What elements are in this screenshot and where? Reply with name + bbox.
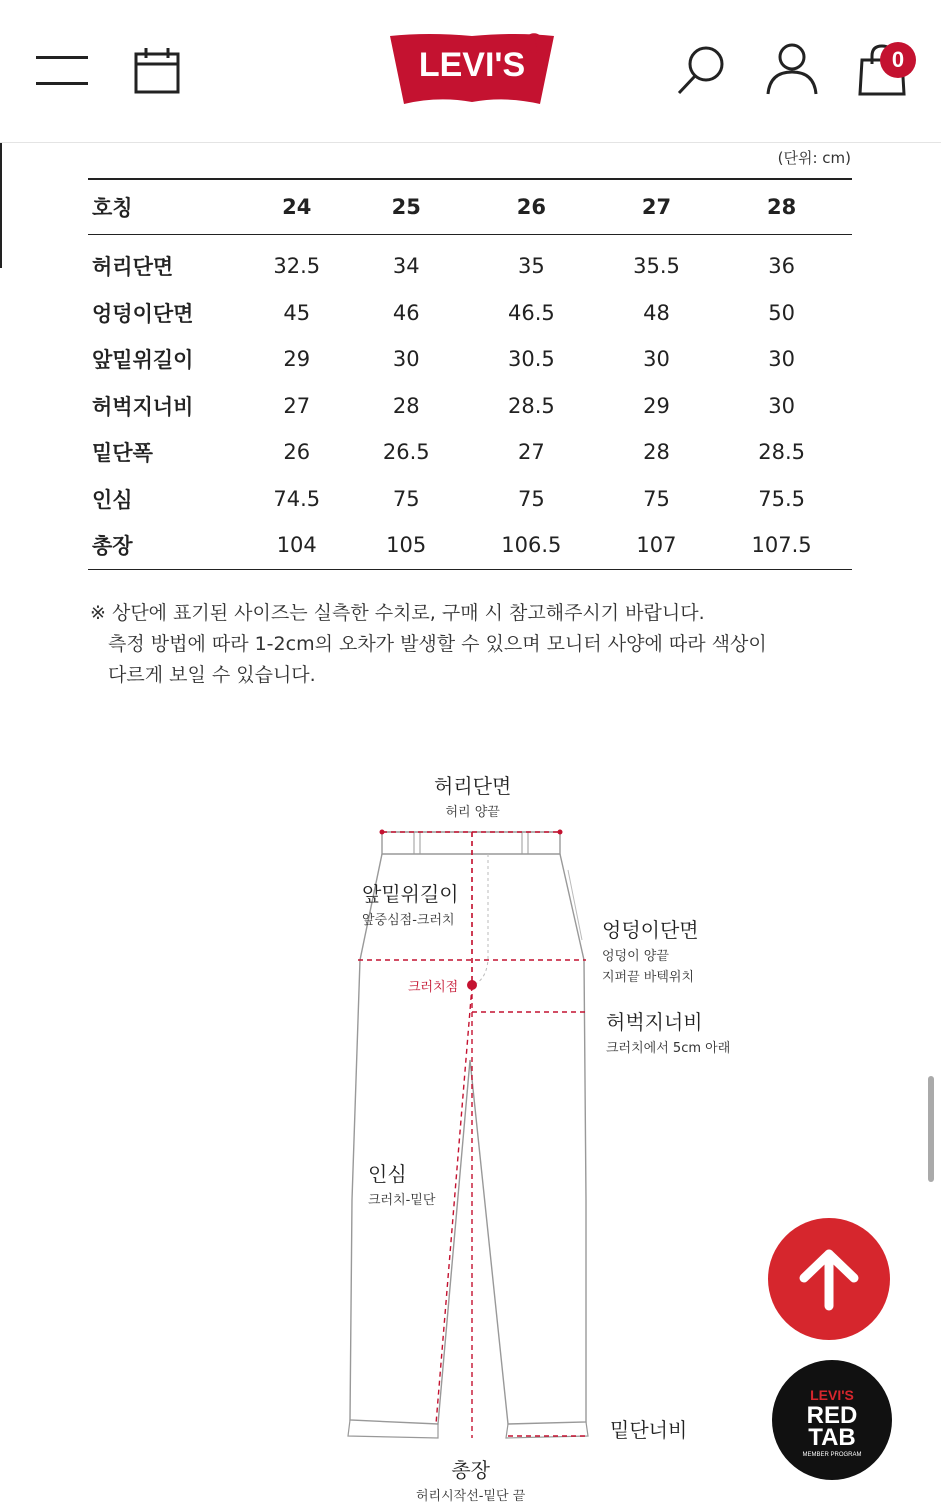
hip-title: 엉덩이단면 [602, 918, 699, 942]
redtab-tab: TAB [808, 1424, 856, 1451]
cell: 27 [283, 393, 311, 418]
arrow-up-icon [768, 1218, 890, 1340]
hip-sub: 엉덩이 양끝 [602, 949, 669, 964]
rise-title: 앞밑위길이 [362, 882, 459, 906]
levis-logo[interactable] [388, 30, 556, 108]
cell: 29 [283, 347, 311, 372]
cell: 35.5 [633, 254, 680, 279]
cell: 36 [768, 254, 795, 279]
thigh-sub: 크러치에서 5cm 아래 [606, 1041, 731, 1056]
cell: 75 [517, 486, 545, 511]
row-label: 총장 [92, 534, 133, 559]
redtab-red: RED [806, 1402, 858, 1429]
cell: 34 [392, 254, 420, 279]
cell: 75 [643, 486, 670, 511]
cell: 28.5 [507, 393, 555, 418]
cell: 26.5 [382, 440, 430, 465]
top-header [0, 0, 941, 143]
row-label: 허벅지너비 [92, 394, 194, 419]
hem-title: 밑단너비 [610, 1418, 688, 1442]
cell: 75.5 [758, 486, 805, 511]
user-account-icon[interactable] [764, 42, 820, 96]
unit-label: (단위: cm) [777, 149, 851, 167]
cell: 74.5 [273, 486, 321, 511]
crotch-point-label: 크러치점 [408, 980, 459, 995]
search-icon[interactable] [676, 44, 728, 96]
redtab-brand: LEVI'S [810, 1387, 854, 1403]
length-title: 총장 [451, 1458, 490, 1482]
cell: 104 [276, 533, 317, 558]
cell: 46 [392, 300, 420, 325]
row-label: 밑단폭 [92, 441, 153, 466]
calendar-icon[interactable] [134, 46, 180, 94]
cell: 46.5 [507, 300, 555, 325]
size-note [90, 598, 830, 691]
waist-title: 허리단면 [434, 774, 512, 798]
size-table [88, 178, 852, 570]
table-row [88, 429, 852, 476]
hem-label [610, 1414, 687, 1443]
table-row [88, 336, 852, 383]
cell: 105 [386, 533, 427, 558]
cart-count-badge[interactable]: 0 [880, 42, 916, 78]
svg-text:R: R [529, 37, 539, 51]
table-row [88, 476, 852, 523]
header-label: 호칭 [92, 196, 133, 220]
cell: 28.5 [758, 440, 805, 465]
waist-label [434, 770, 511, 820]
cell: 27 [517, 440, 545, 465]
row-label: 인심 [92, 487, 133, 512]
size-header: 28 [766, 195, 797, 219]
table-row [88, 290, 852, 337]
cell: 30 [768, 347, 795, 372]
cell: 32.5 [273, 254, 321, 279]
cell: 28 [643, 440, 670, 465]
cell: 28 [392, 393, 420, 418]
note-line: ※ 상단에 표기된 사이즈는 실측한 수치로, 구매 시 참고해주시기 바랍니다. [90, 602, 705, 624]
table-header-row [88, 179, 852, 235]
thigh-label [606, 1006, 730, 1056]
scrollbar[interactable] [928, 1076, 934, 1182]
size-header: 24 [282, 195, 312, 219]
rise-label [362, 878, 459, 928]
hip-sub: 지퍼끝 바텍위치 [602, 970, 695, 985]
rise-sub: 앞중심점-크러치 [362, 913, 455, 928]
scroll-to-top-button[interactable] [768, 1218, 890, 1340]
row-label: 엉덩이단면 [92, 301, 194, 326]
note-line: 측정 방법에 따라 1-2cm의 오차가 발생할 수 있으며 모니터 사양에 따라 색상이 [108, 633, 767, 655]
cell: 107 [636, 533, 677, 558]
pants-outline [330, 760, 750, 1500]
red-tab-member-button[interactable] [772, 1360, 892, 1480]
cell: 30 [768, 393, 795, 418]
table-row [88, 235, 852, 290]
waist-sub: 허리 양끝 [445, 805, 500, 820]
logo-text: LEVI'S [418, 46, 526, 84]
redtab-program: MEMBER PROGRAM [802, 1452, 862, 1458]
note-line: 다르게 보일 수 있습니다. [108, 664, 316, 686]
cell: 29 [643, 393, 670, 418]
row-label: 허리단면 [92, 255, 174, 280]
length-label [416, 1454, 525, 1504]
length-sub: 허리시작선-밑단 끝 [416, 1489, 526, 1504]
size-header: 26 [516, 195, 546, 219]
size-header: 25 [391, 195, 421, 219]
cell: 75 [392, 486, 420, 511]
row-label: 앞밑위길이 [92, 348, 194, 373]
cell: 48 [643, 300, 670, 325]
cell: 30.5 [507, 347, 555, 372]
size-header: 27 [641, 195, 672, 219]
cell: 30 [392, 347, 420, 372]
hip-label [602, 914, 699, 985]
thigh-title: 허벅지너비 [606, 1010, 703, 1034]
red-tab-logo [772, 1360, 892, 1480]
cell: 107.5 [751, 533, 812, 558]
hamburger-menu-icon[interactable] [36, 52, 88, 88]
cell: 50 [768, 300, 795, 325]
cell: 30 [643, 347, 670, 372]
inseam-sub: 크러치-밑단 [368, 1193, 436, 1208]
cell: 26 [283, 440, 311, 465]
inseam-label [368, 1158, 435, 1208]
table-row [88, 522, 852, 569]
inseam-title: 인심 [368, 1162, 407, 1186]
measurement-diagram [330, 760, 750, 1504]
cell: 45 [283, 300, 311, 325]
table-row [88, 383, 852, 430]
cell: 35 [517, 254, 545, 279]
cell: 106.5 [501, 533, 562, 558]
